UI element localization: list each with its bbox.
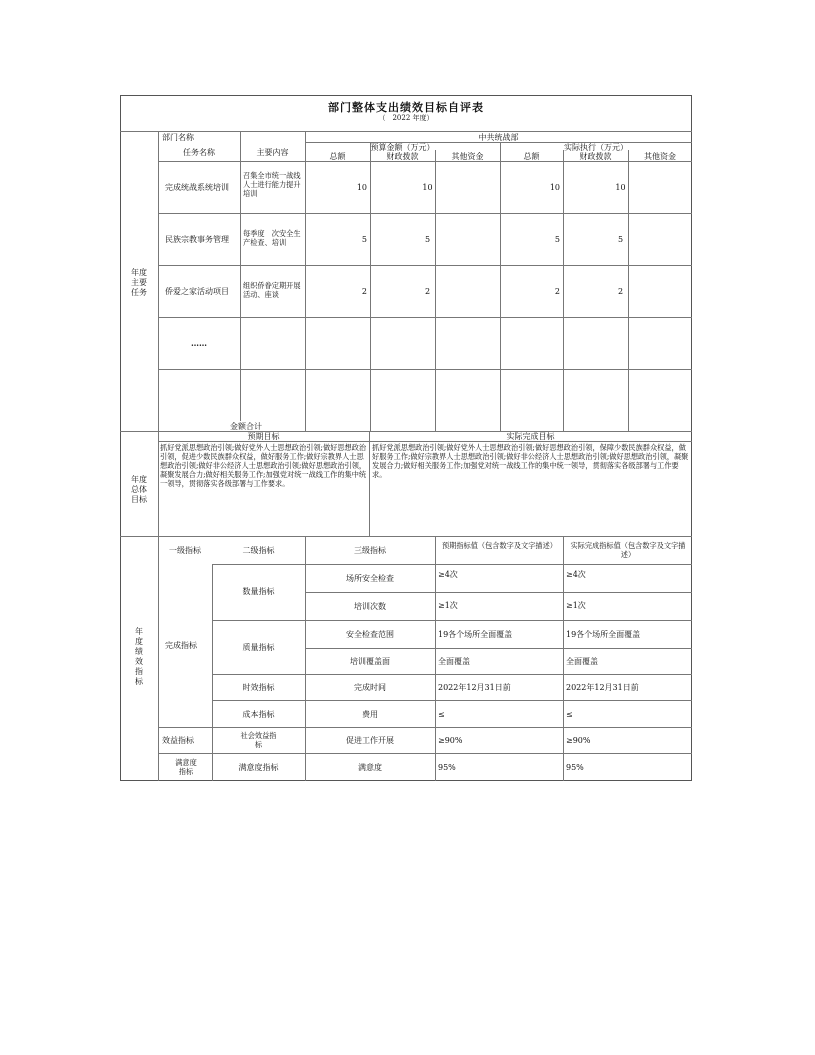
- indicator-actual: 95%: [566, 763, 584, 772]
- task-budget-fiscal: 5: [424, 235, 431, 244]
- task-actual-fiscal: 10: [615, 183, 626, 192]
- indicator-expected: 95%: [438, 763, 456, 772]
- col-content: 主要内容: [256, 148, 289, 157]
- col-task-name: 任务名称: [183, 148, 215, 157]
- level2-social: 社会效益指标: [240, 731, 277, 749]
- year-label: （ 2022 年度）: [378, 114, 434, 122]
- col-level3: 三级指标: [354, 546, 386, 555]
- budget-sub-total: 总额: [329, 152, 346, 161]
- indicator-level3: 完成时间: [354, 683, 386, 692]
- level2-time: 时效指标: [242, 683, 275, 692]
- task-actual-total: 5: [554, 235, 560, 244]
- col-level2: 二级指标: [242, 546, 275, 555]
- level1-satisfaction: 满意度指标: [175, 758, 197, 776]
- task-name: 侨爱之家活动项目: [165, 287, 229, 296]
- dept-label: 部门名称: [162, 133, 194, 142]
- expected-goal-text: 抓好党派思想政治引领;做好党外人士思想政治引领;做好思想政治引领，促进少数民族群众权益，做好服务工作;做好宗教界人士思想政治引领;做好非公经济人士思想政治引领;做好思想政治引领，凝聚发展合力;做好相关服务工作;加强党对统一战线工作的集中统一领导，贯彻落实各级部署与工作要求。: [160, 443, 367, 488]
- task-budget-fiscal: 2: [424, 287, 431, 296]
- col-expected: 预期指标值（包含数字及文字描述）: [441, 541, 557, 550]
- total-label: 金额合计: [230, 422, 262, 431]
- budget-header: 预算金额（万元）: [370, 143, 435, 152]
- actual-sub-total: 总额: [523, 152, 540, 161]
- indicator-level3: 满意度: [358, 763, 382, 772]
- actual-goal-text: 抓好党派思想政治引领;做好党外人士思想政治引领;做好思想政治引领，保障少数民族群众权益，做好服务工作;做好宗教界人士思想政治引领;做好非公经济人士思想政治引领;做好思想政治引领，凝聚发展合力;做好相关服务工作;加强党对统一战线工作的集中统一领导，贯彻落实各级部署与工作要求。: [372, 443, 689, 479]
- indicator-level3: 促进工作开展: [346, 736, 394, 745]
- indicator-level3: 培训覆盖面: [350, 657, 390, 666]
- dept-value: 中共统战部: [478, 133, 519, 142]
- col-level1: 一级指标: [169, 546, 201, 555]
- goals-section-label: 年度 总体 目标: [131, 475, 147, 504]
- indicator-level3: 费用: [362, 710, 378, 719]
- page-title: 部门整体支出绩效目标自评表: [328, 101, 484, 114]
- budget-sub-fiscal: 财政拨款: [386, 152, 419, 161]
- budget-sub-other: 其他资金: [451, 152, 484, 161]
- indicator-actual: 19各个场所全面覆盖: [566, 630, 641, 639]
- indicator-actual: ≤: [566, 710, 573, 719]
- col-actual: 实际完成指标值（包含数字及文字描述）: [570, 541, 686, 559]
- indicator-level3: 培训次数: [354, 602, 386, 611]
- indicator-actual: 全面覆盖: [566, 657, 598, 666]
- task-budget-fiscal: 10: [422, 183, 433, 192]
- task-actual-total: 2: [554, 287, 560, 296]
- task-content: 组织侨眷定期开展活动、座谈: [243, 281, 301, 299]
- actual-goal-header: 实际完成目标: [506, 432, 555, 441]
- indicator-level3: 场所安全检查: [346, 574, 394, 583]
- indicator-expected: ≤: [438, 710, 445, 719]
- task-budget-total: 5: [361, 235, 367, 244]
- level1-benefit: 效益指标: [162, 736, 194, 745]
- indicator-expected: ≥4次: [438, 570, 458, 579]
- task-name: ……: [191, 338, 207, 348]
- indicator-expected: 全面覆盖: [438, 657, 470, 666]
- task-actual-fiscal: 5: [617, 235, 624, 244]
- indicator-expected: ≥90%: [438, 736, 463, 745]
- indicator-actual: ≥1次: [566, 601, 586, 610]
- actual-sub-fiscal: 财政拨款: [579, 152, 612, 161]
- level1-completion: 完成指标: [165, 641, 197, 650]
- actual-sub-other: 其他资金: [644, 152, 676, 161]
- level2-cost: 成本指标: [242, 710, 275, 719]
- indicator-actual: ≥90%: [566, 736, 591, 745]
- level2-quality: 质量指标: [242, 643, 275, 652]
- indicators-section-label: 年 度 绩 效 指 标: [135, 627, 143, 686]
- task-name: 完成统战系统培训: [165, 183, 229, 192]
- level2-satisfaction: 满意度指标: [238, 763, 279, 772]
- indicator-expected: ≥1次: [438, 601, 458, 610]
- task-actual-total: 10: [549, 183, 560, 192]
- expected-goal-header: 预期目标: [247, 432, 280, 441]
- indicator-actual: ≥4次: [566, 570, 586, 579]
- task-content: 召集全市统一战线人士进行能力提升培训: [243, 171, 301, 198]
- actual-header: 实际执行（万元）: [564, 143, 628, 152]
- level2-quantity: 数量指标: [242, 587, 275, 596]
- task-content: 每季度 次安全生产检查、培训: [243, 229, 301, 247]
- task-budget-total: 2: [361, 287, 367, 296]
- task-actual-fiscal: 2: [617, 287, 624, 296]
- task-name: 民族宗教事务管理: [165, 235, 229, 244]
- task-budget-total: 10: [356, 183, 367, 192]
- indicator-expected: 19各个场所全面覆盖: [438, 630, 513, 639]
- indicator-expected: 2022年12月31日前: [438, 683, 511, 692]
- indicator-level3: 安全检查范围: [346, 630, 394, 639]
- tasks-section-label: 年度 主要 任务: [131, 268, 147, 297]
- indicator-actual: 2022年12月31日前: [566, 683, 639, 692]
